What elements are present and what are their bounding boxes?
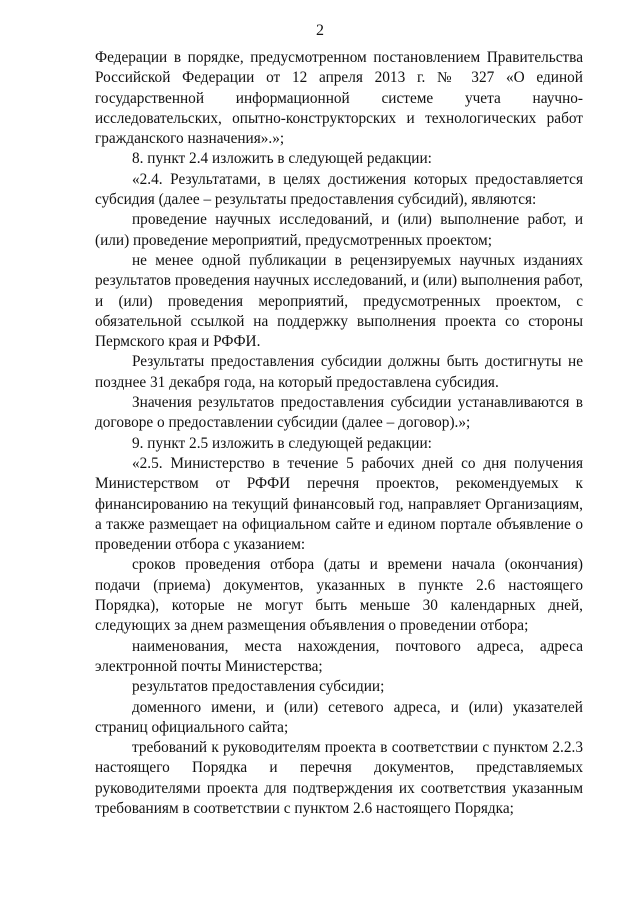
paragraph-12: результатов предоставления субсидии;: [132, 678, 385, 696]
paragraph-4: проведение научных исследований, и (или) выполнение работ, и (или) проведение мероприятий, предусмотренных проектом;: [95, 211, 583, 249]
paragraph-11: наименования, места нахождения, почтового адреса, адреса электронной почты Министерства;: [95, 637, 583, 675]
paragraph-3: «2.4. Результатами, в целях достижения которых предоставляется субсидия (далее – результаты предоставления субсидий), являются:: [95, 170, 583, 209]
paragraph-9: «2.5. Министерство в течение 5 рабочих дней со дня получения Министерством от РФФИ перечня проектов, рекомендуемых к финансированию на текущий финансовый год, направляет Организациям, а также размещает на официальном сайте и едином портале объявление о проведении отбора с указанием:: [95, 454, 583, 554]
paragraph-1: Федерации в порядке, предусмотренном постановлением Правительства Российской Федерации от 12 апреля 2013 г. № 327 «О единой государственной информационной системе учета научно-исследовательских, опытно-конструкторских и технологических работ гражданского назначения».»;: [95, 49, 583, 148]
paragraph-7: Значения результатов предоставления субсидии устанавливаются в договоре о предоставлении субсидии (далее – договор).»;: [95, 394, 583, 432]
paragraph-10: сроков проведения отбора (даты и времени начала (окончания) подачи (приема) документов, указанных в пункте 2.6 настоящего Порядка), которые не могут быть меньше 30 календарных дней, следующих за днем размещения объявления о проведении отбора;: [95, 556, 583, 635]
page-number: 2: [316, 22, 324, 39]
paragraph-13: доменного имени, и (или) сетевого адреса, и (или) указателей страниц официального сайта;: [95, 698, 583, 736]
paragraph-5: не менее одной публикации в рецензируемых научных изданиях результатов проведения научных исследований, и (или) выполнения работ, и (или) проведения мероприятий, предусмотренных проектом, с обязательной ссылкой на поддержку выполнения проекта со стороны Пермского края и РФФИ.: [95, 251, 583, 351]
paragraph-6: Результаты предоставления субсидии должны быть достигнуты не позднее 31 декабря года, на который предоставлена субсидия.: [95, 353, 583, 391]
document-body: [95, 48, 583, 819]
paragraph-8: 9. пункт 2.5 изложить в следующей редакции:: [132, 434, 432, 452]
paragraph-2: 8. пункт 2.4 изложить в следующей редакции:: [132, 150, 432, 168]
paragraph-14: требований к руководителям проекта в соответствии с пунктом 2.2.3 настоящего Порядка и перечня документов, представляемых руководителями проекта для подтверждения их соответствия указанным требованиям в соответствии с пунктом 2.6 настоящего Порядка;: [95, 739, 583, 817]
